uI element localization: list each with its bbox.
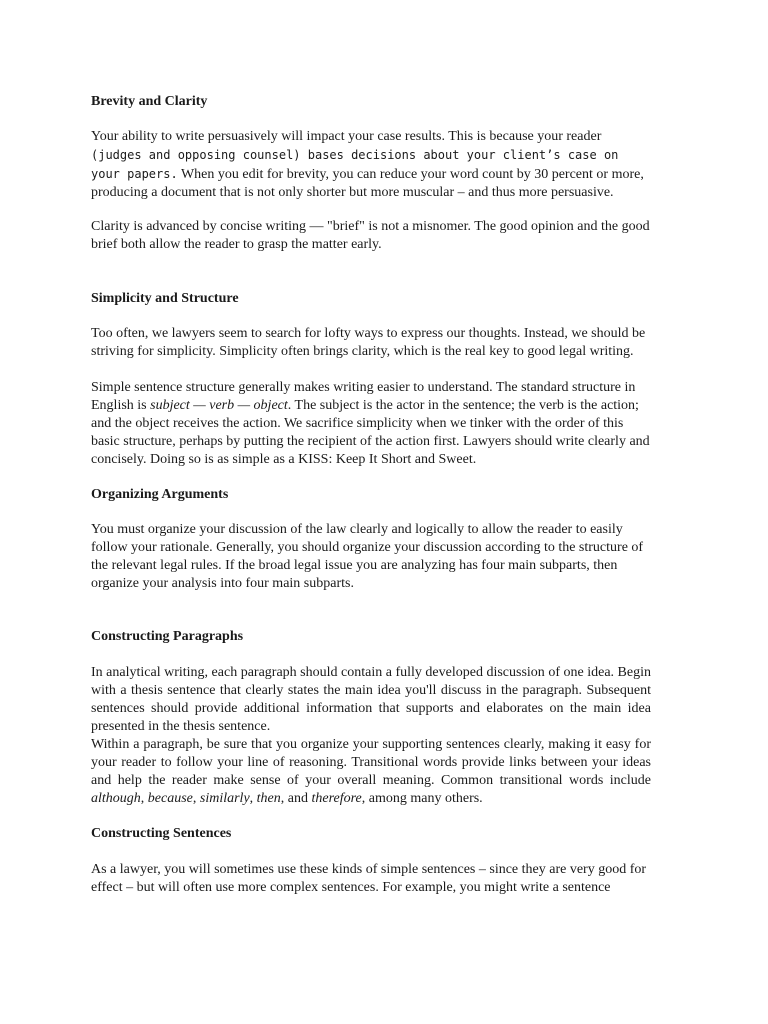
text-run: . The subject is the actor in the sentence; the verb is the action; and the object receives the action. We sacrifice simplicity when we tinker with the order of this basic structure, perhaps by putting the recipient of the action first. Lawyers should write clearly and concisely. Doing so is as simple as a KISS: Keep It Short and Sweet. (91, 398, 650, 467)
text-run: Your ability to write persuasively will impact your case results. This is because your reader (91, 129, 602, 144)
italic-text: although (91, 791, 141, 806)
section-heading-brevity-clarity: Brevity and Clarity (91, 94, 208, 109)
paragraph-simplicity-2 (91, 379, 651, 469)
text-run: , (140, 791, 148, 806)
text-run: When you edit for brevity, you can reduce your word count by 30 percent or more, producing a document that is not only shorter but more muscular – and thus more persuasive. (91, 167, 644, 200)
italic-text: subject — verb — object (150, 398, 288, 413)
text-run: , among many others. (361, 791, 483, 806)
italic-text: then (256, 791, 281, 806)
text-run: , (192, 791, 200, 806)
text-run: , (249, 791, 257, 806)
paragraph-organizing-1: You must organize your discussion of the law clearly and logically to allow the reader to easily follow your rationale. Generally, you should organize your discussion according to the structure of the relevant legal rules. If the broad legal issue you are analyzing has four main subparts, then organize your analysis into four main subparts. (91, 522, 644, 591)
paragraph-constructing-paragraphs-1: In analytical writing, each paragraph should contain a fully developed discussion of one idea. Begin with a thesis sentence that clearly states the main idea you'll discuss in the paragraph. Subsequent sentences should provide additional information that supports and elaborates on the main idea presented in the thesis sentence. (91, 665, 651, 734)
paragraph-simplicity-1: Too often, we lawyers seem to search for lofty ways to express our thoughts. Instead, we should be striving for simplicity. Simplicity often brings clarity, which is the real key to good legal writing. (91, 326, 646, 359)
section-heading-constructing-paragraphs: Constructing Paragraphs (91, 629, 244, 644)
text-run-mono: (judges and opposing counsel) bases decisions about your client’s case on your papers. (91, 148, 619, 181)
text-run: Within a paragraph, be sure that you organize your supporting sentences clearly, making it easy for your reader to follow your line of reasoning. Transitional words provide links between your ideas and help the reader make sense of your overall meaning. Common transitional words include (91, 737, 651, 788)
italic-text: similarly (199, 791, 250, 806)
text-run: Simple sentence structure generally makes writing easier to understand. The standard structure in English is (91, 380, 636, 413)
paragraph-constructing-sentences-1: As a lawyer, you will sometimes use these kinds of simple sentences – since they are very good for effect – but will often use more complex sentences. For example, you might write a sentence (91, 862, 647, 895)
section-heading-organizing-arguments: Organizing Arguments (91, 487, 229, 502)
paragraph-brevity-2: Clarity is advanced by concise writing — "brief" is not a misnomer. The good opinion and the good brief both allow the reader to grasp the matter early. (91, 219, 650, 252)
italic-text: therefore (311, 791, 362, 806)
section-heading-constructing-sentences: Constructing Sentences (91, 826, 232, 841)
paragraph-constructing-paragraphs-2 (91, 736, 651, 808)
text-run: , and (280, 791, 312, 806)
section-heading-simplicity-structure: Simplicity and Structure (91, 291, 239, 306)
paragraph-brevity-1 (91, 128, 651, 202)
italic-text: because (147, 791, 193, 806)
